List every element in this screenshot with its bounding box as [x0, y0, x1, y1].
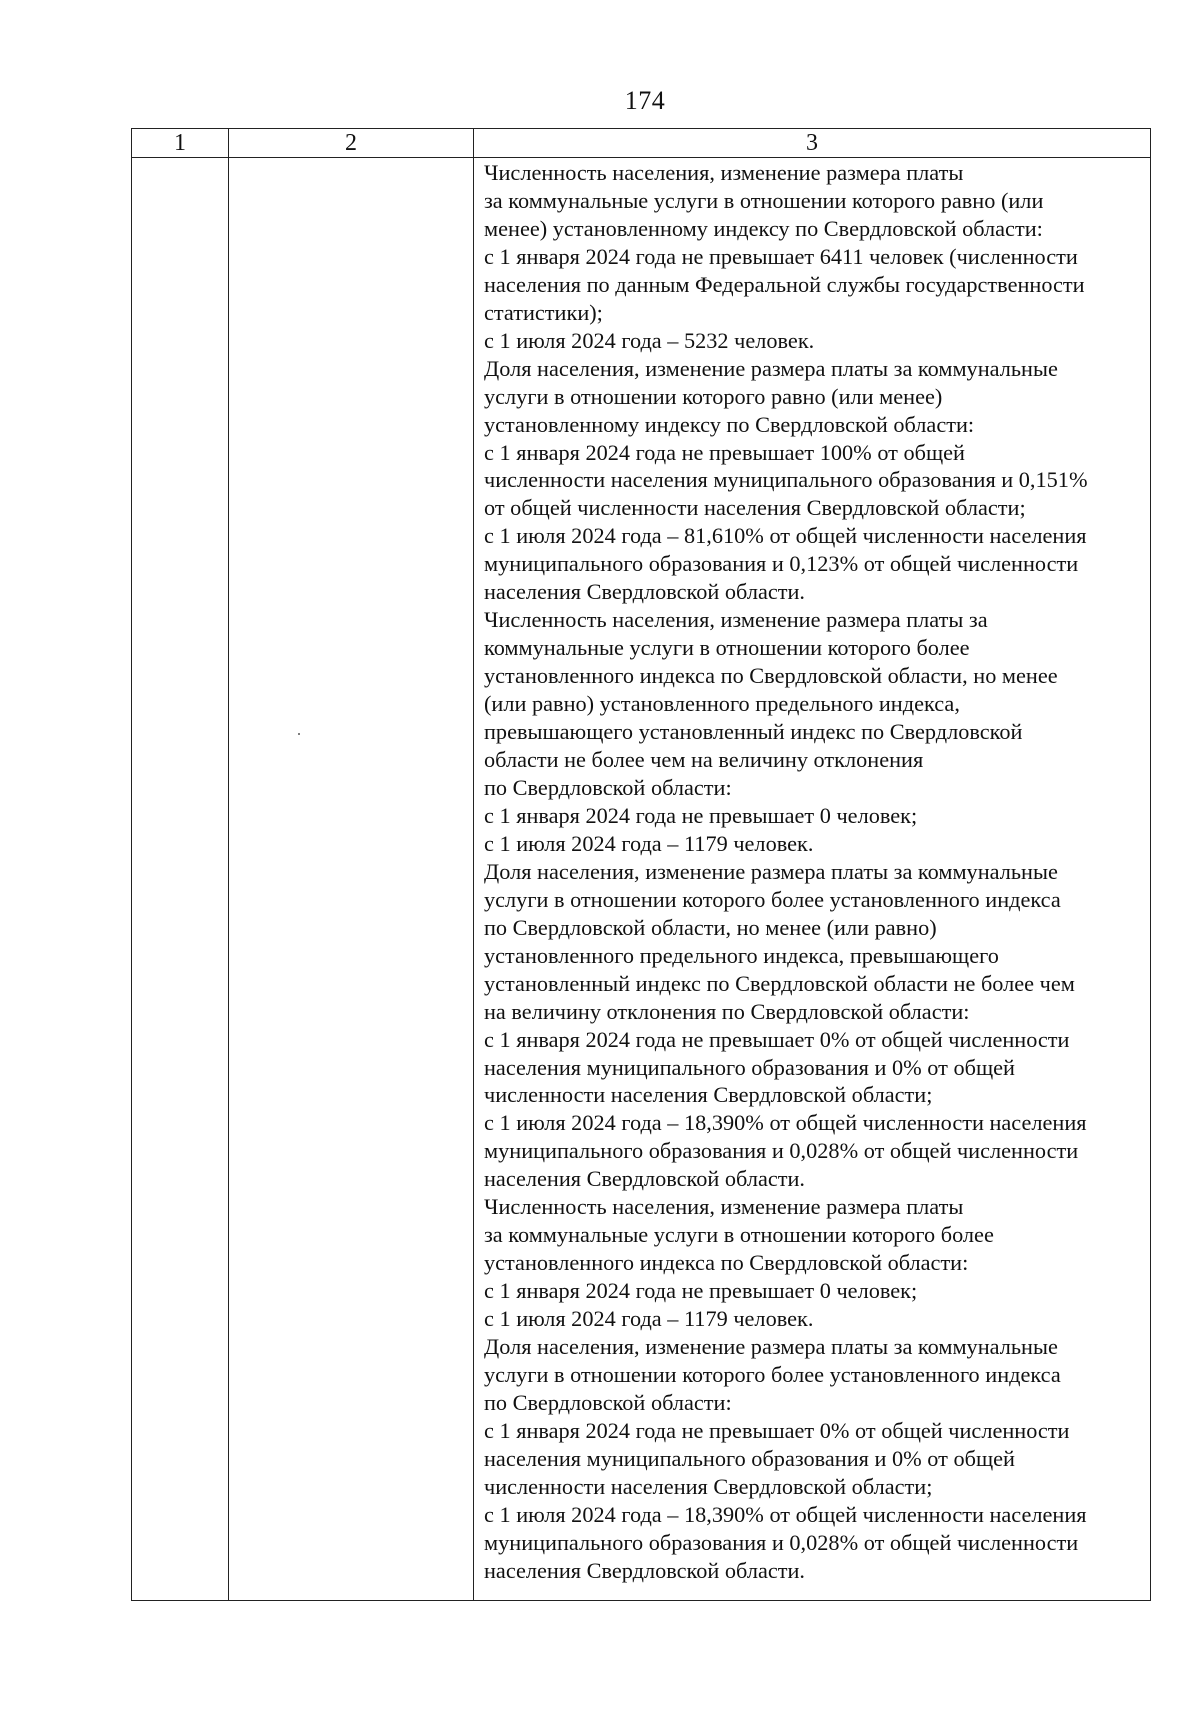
- text-line: по Свердловской области:: [484, 1389, 732, 1415]
- text-line: Численность населения, изменение размера платы за: [484, 607, 988, 633]
- text-line: численности населения Свердловской области;: [484, 1082, 933, 1108]
- text-line: превышающего установленный индекс по Свердловской: [484, 719, 1023, 745]
- text-line: с 1 января 2024 года не превышает 0 человек;: [484, 802, 918, 828]
- cell-col-3: [474, 158, 1151, 1601]
- text-line: установленного предельного индекса, превышающего: [484, 942, 999, 968]
- table-row: [132, 158, 1151, 1601]
- text-line: менее) установленному индексу по Свердловской области:: [484, 215, 1043, 241]
- column-header-2: 2: [229, 129, 474, 158]
- scan-speck: [298, 733, 300, 735]
- text-line: за коммунальные услуги в отношении которого равно (или: [484, 187, 1044, 213]
- column-header-3: 3: [474, 129, 1151, 158]
- text-line: с 1 июля 2024 года – 1179 человек.: [484, 1306, 814, 1332]
- text-line: Доля населения, изменение размера платы за коммунальные: [484, 858, 1058, 884]
- text-line: Численность населения, изменение размера платы: [484, 1194, 964, 1220]
- cell-col-3-text: [474, 158, 1150, 1585]
- text-line: муниципального образования и 0,028% от общей численности: [484, 1529, 1079, 1555]
- text-line: населения муниципального образования и 0% от общей: [484, 1445, 1015, 1471]
- text-line: муниципального образования и 0,028% от общей численности: [484, 1138, 1079, 1164]
- text-line: населения по данным Федеральной службы государственности: [484, 271, 1085, 297]
- text-line: на величину отклонения по Свердловской области:: [484, 998, 970, 1024]
- text-line: с 1 января 2024 года не превышает 6411 человек (численности: [484, 243, 1078, 269]
- text-line: по Свердловской области, но менее (или равно): [484, 914, 937, 940]
- text-line: населения Свердловской области.: [484, 579, 806, 605]
- cell-col-2: [229, 158, 474, 1601]
- text-line: за коммунальные услуги в отношении которого более: [484, 1222, 994, 1248]
- text-line: с 1 января 2024 года не превышает 0% от общей численности: [484, 1417, 1070, 1443]
- text-line: установленного индекса по Свердловской области:: [484, 1250, 969, 1276]
- text-line: услуги в отношении которого равно (или менее): [484, 383, 943, 409]
- cell-col-1: [132, 158, 229, 1601]
- text-line: населения Свердловской области.: [484, 1166, 806, 1192]
- text-line: по Свердловской области:: [484, 774, 732, 800]
- text-line: с 1 июля 2024 года – 81,610% от общей численности населения: [484, 523, 1087, 549]
- text-line: услуги в отношении которого более установленного индекса: [484, 1361, 1061, 1387]
- text-line: с 1 июля 2024 года – 5232 человек.: [484, 327, 815, 353]
- text-line: установленного индекса по Свердловской области, но менее: [484, 663, 1058, 689]
- text-line: Доля населения, изменение размера платы за коммунальные: [484, 355, 1058, 381]
- text-line: муниципального образования и 0,123% от общей численности: [484, 551, 1079, 577]
- text-line: статистики);: [484, 299, 603, 325]
- page-number: 174: [624, 86, 666, 115]
- text-line: области не более чем на величину отклонения: [484, 747, 924, 773]
- text-line: установленный индекс по Свердловской области не более чем: [484, 970, 1075, 996]
- text-line: Доля населения, изменение размера платы за коммунальные: [484, 1334, 1058, 1360]
- text-line: установленному индексу по Свердловской области:: [484, 411, 975, 437]
- column-header-1: 1: [132, 129, 229, 158]
- text-line: с 1 января 2024 года не превышает 0 человек;: [484, 1278, 918, 1304]
- text-line: численности населения муниципального образования и 0,151%: [484, 467, 1088, 493]
- text-line: с 1 января 2024 года не превышает 0% от общей численности: [484, 1026, 1070, 1052]
- text-line: с 1 июля 2024 года – 18,390% от общей численности населения: [484, 1501, 1087, 1527]
- text-line: (или равно) установленного предельного индекса,: [484, 691, 960, 717]
- text-line: населения Свердловской области.: [484, 1557, 806, 1583]
- text-line: от общей численности населения Свердловской области;: [484, 495, 1026, 521]
- text-line: услуги в отношении которого более установленного индекса: [484, 886, 1061, 912]
- text-line: с 1 июля 2024 года – 1179 человек.: [484, 830, 814, 856]
- text-line: Численность населения, изменение размера платы: [484, 160, 964, 185]
- text-line: численности населения Свердловской области;: [484, 1473, 933, 1499]
- text-line: с 1 июля 2024 года – 18,390% от общей численности населения: [484, 1110, 1087, 1136]
- text-line: коммунальные услуги в отношении которого более: [484, 635, 970, 661]
- table-header-row: [132, 129, 1151, 158]
- text-line: населения муниципального образования и 0% от общей: [484, 1054, 1015, 1080]
- text-line: с 1 января 2024 года не превышает 100% от общей: [484, 439, 965, 465]
- document-table: [131, 128, 1151, 1601]
